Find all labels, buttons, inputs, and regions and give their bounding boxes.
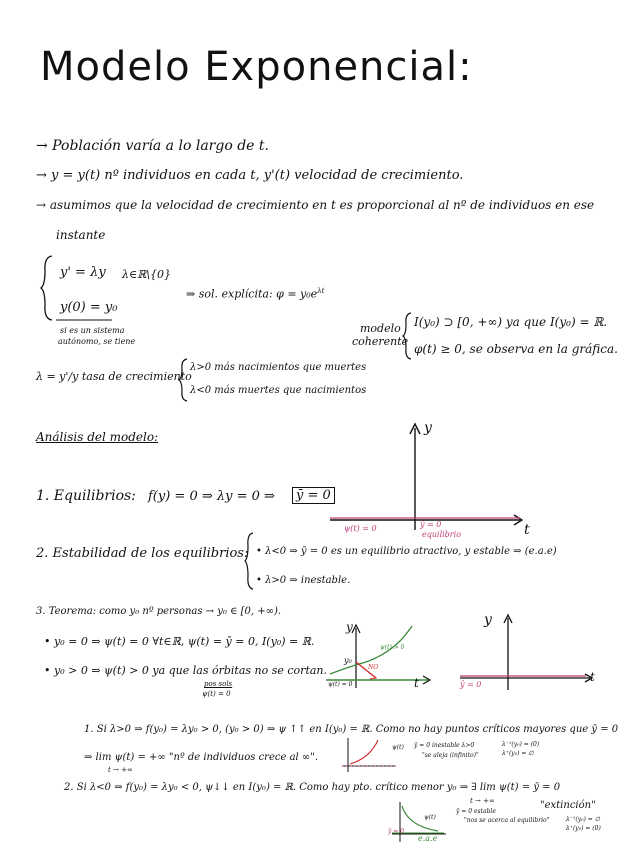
underline: [56, 318, 116, 322]
case-1-limit: ⇒ lim ψ(t) = +∞ "nº de individuos crece al ∞".: [84, 752, 319, 763]
coherent-label-2: coherente: [352, 335, 409, 348]
case-1-graph-note-1: ȳ = 0 inestable λ>0: [414, 742, 475, 749]
graph2-t-axis: t: [414, 676, 419, 690]
case-2-extinction: "extinción": [540, 800, 596, 811]
rate-positive: λ>0 más nacimientos que muertes: [190, 362, 367, 373]
system-note-2: autónomo, se tiene: [58, 337, 136, 346]
initial-condition: y(0) = y₀: [60, 300, 118, 315]
graph3-ybar: ȳ = 0: [460, 680, 482, 689]
solution-exponent: λt: [317, 287, 325, 295]
stability-b: • λ>0 ⇒ inestable.: [256, 575, 351, 586]
theorem-bullet-2: • y₀ > 0 ⇒ ψ(t) > 0 ya que las órbitas no se cortan.: [44, 664, 327, 677]
case-1-graph-note-2: "se aleja (infinito)": [422, 752, 479, 759]
case-2-graph-psi: ψ(t): [424, 814, 436, 821]
graph2-base: ψ(t) = 0: [328, 681, 353, 688]
graph1-ybar-label: ȳ = 0: [420, 520, 442, 529]
stability-brace: [244, 532, 254, 590]
intro-line-2: → y = y(t) nº individuos en cada t, y'(t) velocidad de crecimiento.: [36, 168, 464, 183]
graph1-t-axis: t: [524, 522, 530, 538]
theorem-title: 3. Teorema: como y₀ nº personas → y₀ ∈ [0, +∞).: [36, 606, 282, 617]
analysis-heading: Análisis del modelo:: [36, 430, 159, 444]
graph1-psi-label: ψ(t) = 0: [344, 524, 377, 533]
graph2-y0: y₀: [344, 656, 352, 665]
rate-brace: [178, 358, 188, 402]
equilibria-work: f(y) = 0 ⇒ λy = 0 ⇒: [148, 489, 275, 504]
explicit-solution: [186, 287, 324, 301]
coherent-b: φ(t) ≥ 0, se observa en la gráfica.: [414, 342, 618, 356]
case-1-limit-sub: t → +∞: [108, 766, 133, 774]
theorem-bullet-1: • y₀ = 0 ⇒ ψ(t) = 0 ∀t∈ℝ, ψ(t) = ȳ = 0, I(y₀) = ℝ.: [44, 635, 315, 648]
case-1-graph-note-3: λ⁻¹(y₀) = (0): [502, 741, 540, 748]
graph2-no: NO: [368, 664, 379, 671]
graph2-y-axis: y: [346, 620, 353, 634]
graph2-curve-label: ψ(t) > 0: [380, 644, 405, 651]
equilibrium-result: ȳ = 0: [292, 487, 335, 504]
case-2-graph-note-2: "nos se acerca al equilibrio": [464, 817, 550, 824]
intro-line-3b: instante: [56, 228, 106, 242]
system-brace: [40, 255, 54, 321]
case-1-graph-note-4: λ⁺(y₀) = ∅: [502, 750, 534, 757]
stability-a: • λ<0 ⇒ ȳ = 0 es un equilibrio atractivo, y estable ⇒ (e.a.e): [256, 546, 557, 557]
case-2-graph-note-1: ȳ = 0 estable: [456, 808, 496, 815]
coherent-brace: [402, 312, 412, 360]
graph1-y-axis: y: [424, 420, 432, 436]
graph-equilibrium: [330, 420, 530, 535]
theorem-note-2: ψ(t) = 0: [202, 690, 231, 698]
case-1-graph-psi: ψ(t): [392, 744, 404, 751]
solution-text: ⇒ sol. explícita: φ = y₀e: [186, 287, 318, 301]
page-title: Modelo Exponencial:: [40, 44, 473, 90]
equilibria-title: 1. Equilibrios:: [36, 488, 136, 504]
intro-line-1: → Población varía a lo largo de t.: [36, 138, 269, 154]
case-1: 1. Si λ>0 ⇒ f(y₀) = λy₀ > 0, (y₀ > 0) ⇒ ψ ↑↑ en I(y₀) = ℝ. Como no hay puntos críticos mayores que ȳ = 0: [84, 724, 619, 735]
case-2: 2. Si λ<0 ⇒ f(y₀) = λy₀ < 0, ψ↓↓ en I(y₀) = ℝ. Como hay pto. crítico menor y₀ ⇒ ∃ lim ψ(t) = ȳ = 0: [64, 782, 561, 793]
case-2-limit-sub: t → +∞: [470, 797, 495, 805]
case-2-graph-eae: e.a.e: [418, 834, 438, 843]
rate-negative: λ<0 más muertes que nacimientos: [190, 385, 367, 396]
coherent-a: I(y₀) ⊃ [0, +∞) ya que I(y₀) = ℝ.: [414, 315, 608, 329]
rate-definition: λ = y'/y tasa de crecimiento: [36, 370, 192, 383]
graph-orbits: [326, 622, 436, 690]
system-note-1: si es un sistema: [60, 326, 125, 335]
lambda-set: λ∈ℝ\{0}: [122, 268, 171, 281]
ode-equation: y' = λy: [60, 265, 106, 280]
case-2-graph-ybar: ȳ = 0: [388, 828, 405, 835]
case-1-graph: [340, 734, 400, 774]
stability-title: 2. Estabilidad de los equilibrios:: [36, 546, 249, 561]
intro-line-3a: → asumimos que la velocidad de crecimiento en t es proporcional al nº de individuos en ese: [36, 198, 595, 212]
graph3-t-axis: t: [590, 670, 595, 684]
case-2-graph-note-3: λ⁻¹(y₀) = ∅: [566, 816, 600, 823]
theorem-note-1: pos sols: [204, 680, 233, 688]
graph1-equilibrio-label: equilibrio: [422, 530, 462, 539]
graph3-y-axis: y: [484, 612, 492, 628]
coherent-label-1: modelo: [360, 322, 401, 335]
case-2-graph-note-4: λ⁺(y₀) = (0): [566, 825, 601, 832]
